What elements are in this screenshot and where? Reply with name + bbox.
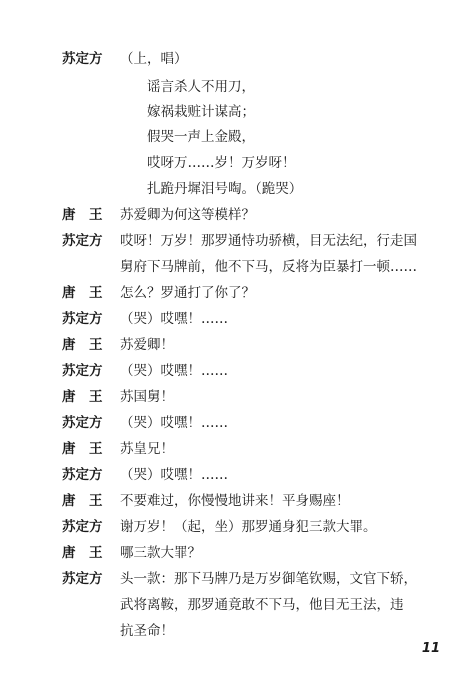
dialogue-line — [62, 414, 454, 432]
dialogue-continuation: 武将离鞍，那罗通竟敢不下马，他目无王法，违 — [120, 597, 404, 613]
verse-line: 假哭一声上金殿， — [147, 129, 255, 145]
speaker-name: 唐 王 — [62, 545, 103, 561]
dialogue-line — [62, 206, 454, 224]
speaker-name: 唐 王 — [62, 493, 103, 509]
speaker-name: 苏定方 — [62, 415, 103, 431]
dialogue-text: 苏皇兄！ — [120, 441, 174, 457]
page-number: 11 — [421, 641, 440, 656]
dialogue-line — [62, 440, 454, 458]
dialogue-text: 怎么？罗通打了你了？ — [120, 285, 255, 301]
dialogue-text: （哭）哎嘿！…… — [120, 311, 228, 327]
dialogue-text: 苏爱卿！ — [120, 337, 174, 353]
dialogue-text: （上，唱） — [120, 51, 188, 67]
dialogue-text: 不要难过，你慢慢地讲来！平身赐座！ — [120, 493, 350, 509]
speaker-name: 唐 王 — [62, 337, 103, 353]
dialogue-line — [62, 466, 454, 484]
dialogue-line — [62, 50, 454, 68]
dialogue-line — [62, 388, 454, 406]
speaker-name: 苏定方 — [62, 311, 103, 327]
dialogue-text: （哭）哎嘿！…… — [120, 415, 228, 431]
dialogue-text: 头一款：那下马牌乃是万岁御笔钦赐，文官下轿， — [120, 571, 417, 587]
dialogue-line — [62, 284, 454, 302]
dialogue-line — [62, 232, 454, 250]
dialogue-text: （哭）哎嘿！…… — [120, 363, 228, 379]
dialogue-continuation: 抗圣命！ — [120, 623, 174, 639]
dialogue-line — [62, 310, 454, 328]
verse-line: 嫁祸栽赃计谋高； — [147, 104, 255, 120]
speaker-name: 苏定方 — [62, 51, 103, 67]
verse-line: 谣言杀人不用刀， — [147, 79, 255, 95]
dialogue-text: 苏国舅！ — [120, 389, 174, 405]
dialogue-line — [62, 544, 454, 562]
speaker-name: 唐 王 — [62, 441, 103, 457]
dialogue-continuation: 舅府下马牌前，他不下马，反将为臣暴打一顿…… — [120, 259, 417, 275]
dialogue-line — [62, 336, 454, 354]
dialogue-line — [62, 362, 454, 380]
verse-line: 哎呀万……岁！万岁呀！ — [147, 155, 296, 171]
dialogue-text: 哪三款大罪？ — [120, 545, 201, 561]
dialogue-text: 谢万岁！（起，坐）那罗通身犯三款大罪。 — [120, 519, 377, 535]
dialogue-line — [62, 518, 454, 536]
speaker-name: 唐 王 — [62, 389, 103, 405]
verse-line: 扎跪丹墀泪号啕。（跪哭） — [147, 181, 303, 197]
speaker-name: 苏定方 — [62, 233, 103, 249]
speaker-name: 苏定方 — [62, 519, 103, 535]
dialogue-line — [62, 570, 454, 588]
dialogue-text: 苏爱卿为何这等模样？ — [120, 207, 255, 223]
speaker-name: 苏定方 — [62, 467, 103, 483]
dialogue-text: 哎呀！万岁！那罗通恃功骄横，目无法纪，行走国 — [120, 233, 417, 249]
speaker-name: 唐 王 — [62, 207, 103, 223]
speaker-name: 苏定方 — [62, 571, 103, 587]
dialogue-line — [62, 492, 454, 510]
dialogue-text: （哭）哎嘿！…… — [120, 467, 228, 483]
speaker-name: 苏定方 — [62, 363, 103, 379]
speaker-name: 唐 王 — [62, 285, 103, 301]
